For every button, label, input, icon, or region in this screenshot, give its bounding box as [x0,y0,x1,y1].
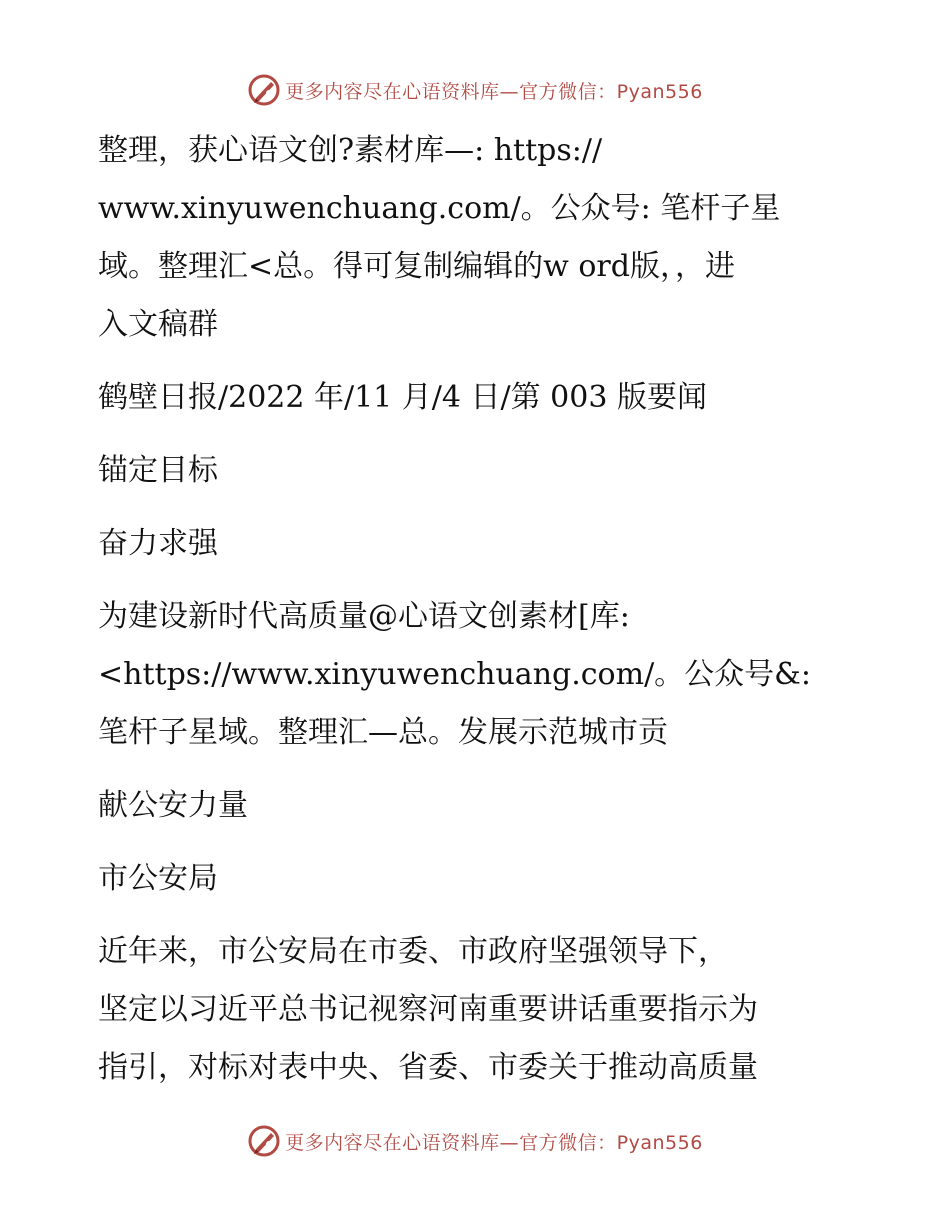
paragraph-subtitle [98,588,858,762]
text-line: www.xinyuwenchuang.com/。公众号: 笔杆子星 [98,191,781,226]
watermark-text: 更多内容尽在心语资料库—官方微信：Pyan556 [285,80,703,103]
text-line: 鹤壁日报/2022 年/11 月/4 日/第 003 版要闻 [98,380,707,415]
text-line: 整理，获心语文创?素材库—: https:// [98,133,603,168]
paragraph-body [98,923,858,1097]
text-line: 域。整理汇<总。得可复制编辑的w ord版，，进 [98,249,735,284]
paragraph-subtitle-end [98,777,858,835]
footer-watermark [0,1121,950,1161]
text-line: 献公安力量 [98,788,248,823]
text-line: 为建设新时代高质量@心语文创素材[库: [98,599,630,634]
document-body [98,122,858,1112]
text-line: 近年来，市公安局在市委、市政府坚强领导下， [98,934,728,969]
header-watermark [0,70,950,110]
pen-logo-icon [247,1124,281,1158]
paragraph-title-2 [98,515,858,573]
paragraph-author [98,850,858,908]
paragraph-source [98,369,858,427]
text-line: <https://www.xinyuwenchuang.com/。公众号&: [98,657,811,692]
text-line: 指引，对标对表中央、省委、市委关于推动高质量 [98,1050,758,1085]
text-line: 市公安局 [98,861,218,896]
paragraph-intro [98,122,858,354]
paragraph-title-1 [98,442,858,500]
text-line: 坚定以习近平总书记视察河南重要讲话重要指示为 [98,992,758,1027]
text-line: 奋力求强 [98,526,218,561]
text-line: 笔杆子星域。整理汇—总。发展示范城市贡 [98,715,668,750]
pen-logo-icon [247,73,281,107]
watermark-text: 更多内容尽在心语资料库—官方微信：Pyan556 [285,1131,703,1154]
text-line: 锚定目标 [98,453,218,488]
text-line: 入文稿群 [98,307,218,342]
